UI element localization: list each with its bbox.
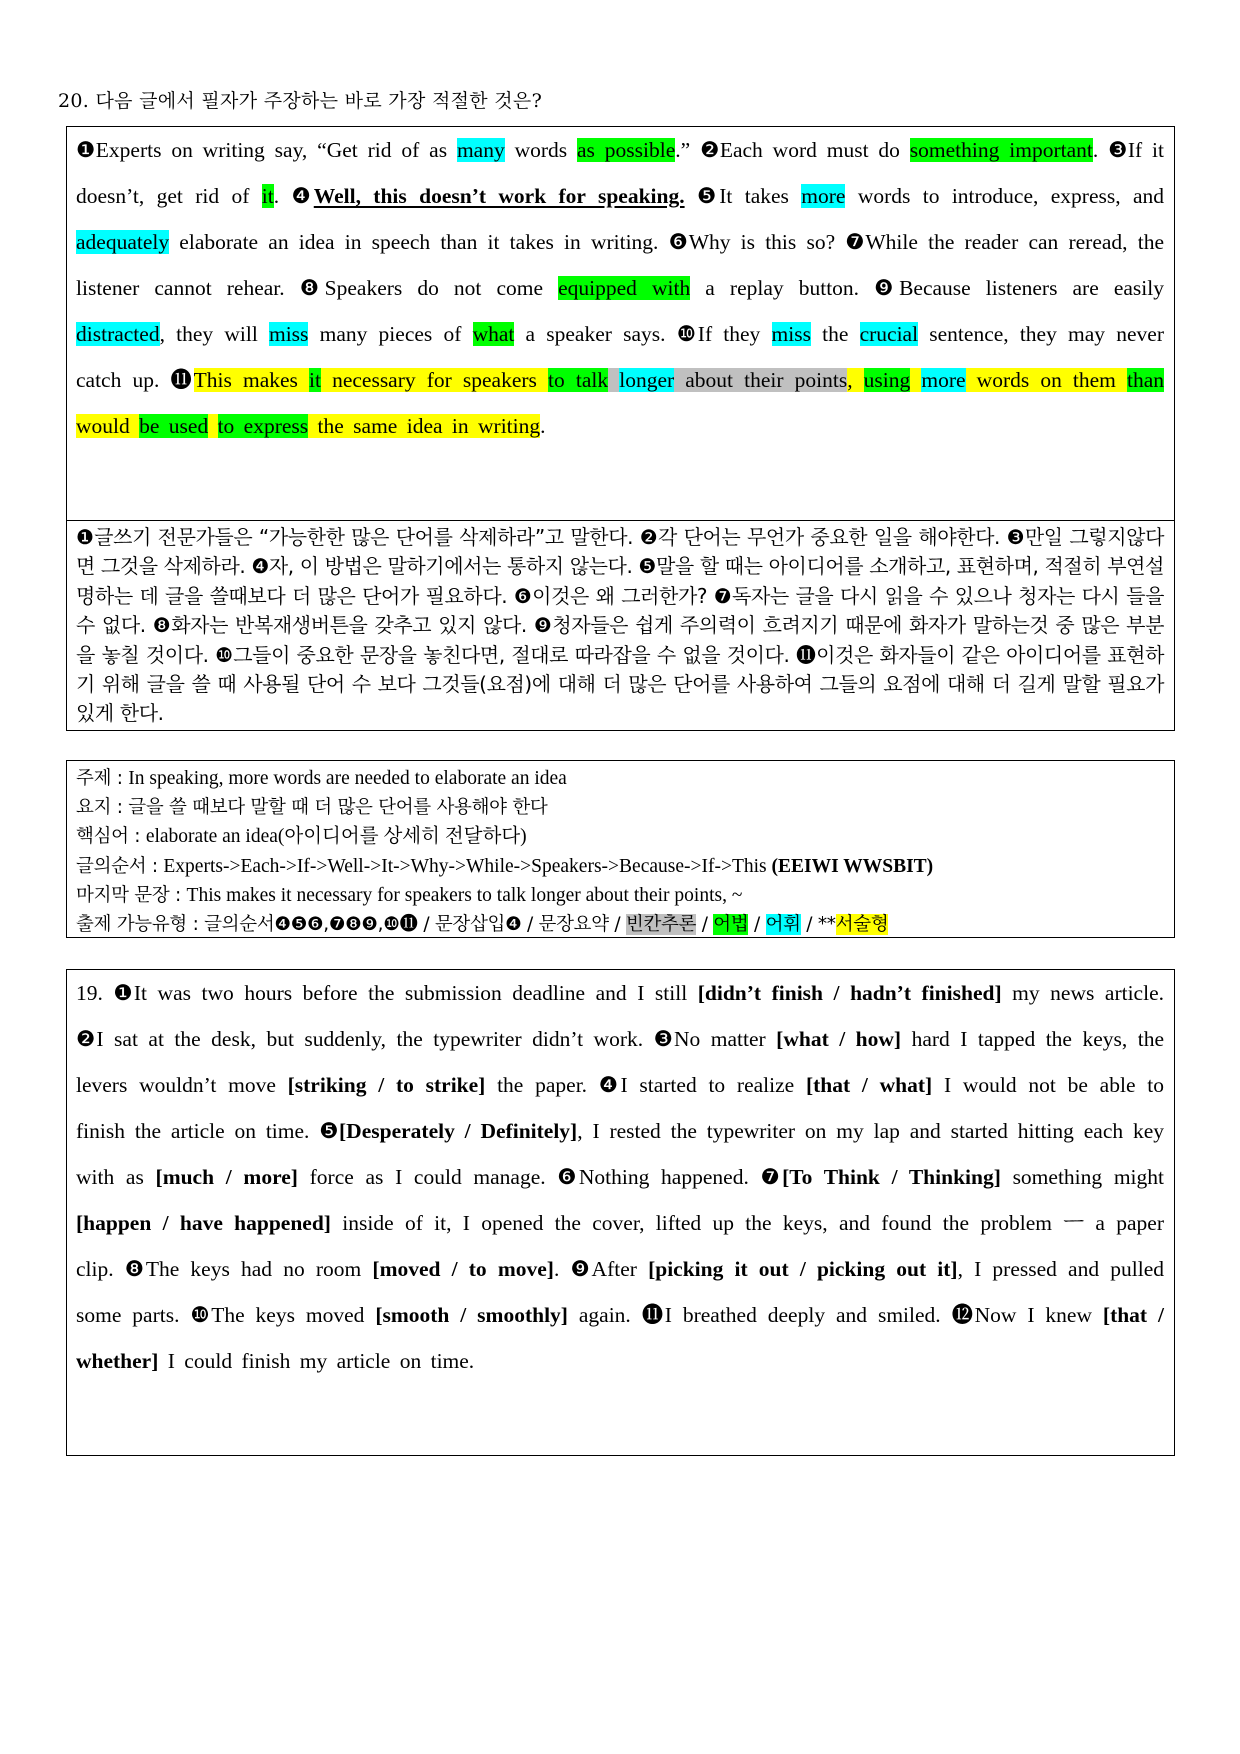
highlighted-text: as possible xyxy=(577,138,676,162)
order-label: 글의순서 : xyxy=(76,855,164,877)
text-segment: / xyxy=(748,914,766,936)
text-segment: .” ❷Each word must do xyxy=(675,138,910,162)
text-segment: ❺It takes xyxy=(684,184,802,208)
question-20-passage-box xyxy=(66,126,1175,521)
text-segment: a replay button. ❾Because listeners are easily xyxy=(690,276,1164,300)
text-segment: my news article. ❷I sat at the desk, but suddenly, the typewriter didn’t work. ❸No matter xyxy=(76,981,1164,1051)
text-segment: sentence, they may never catch up. ⓫ xyxy=(76,322,1164,392)
last-sentence-label: 마지막 문장 : xyxy=(76,884,187,906)
highlighted-text: , xyxy=(847,368,864,392)
gist-value: 글을 쓸 때보다 말할 때 더 많은 단어를 사용해야 한다 xyxy=(128,797,548,819)
highlighted-text: [striking / to strike] xyxy=(287,1073,486,1097)
highlighted-text: [smooth / smoothly] xyxy=(375,1303,568,1327)
highlighted-text: [Desperately / Definitely] xyxy=(339,1119,578,1143)
text-segment: . ❹ xyxy=(273,184,314,208)
highlighted-text: what xyxy=(472,322,515,346)
order-value: Experts->Each->If->Well->It->Why->While->Speakers->Because->If->This xyxy=(163,855,772,877)
keyword-value: elaborate an idea(아이디어를 상세히 전달하다) xyxy=(145,826,527,848)
highlighted-text: necessary for speakers xyxy=(320,368,549,392)
text-segment: , they will xyxy=(159,322,269,346)
text-segment: ❶Experts on writing say, “Get rid of as xyxy=(76,138,457,162)
text-segment: words xyxy=(504,138,578,162)
text-segment: a speaker says. ❿If they xyxy=(514,322,772,346)
question-20-title: 20. 다음 글에서 필자가 주장하는 바로 가장 적절한 것은? xyxy=(58,90,543,112)
highlighted-text: equipped with xyxy=(558,276,691,300)
text-segment: force as I could manage. ❻Nothing happened. ❼ xyxy=(297,1165,783,1189)
highlighted-text: 빈칸추론 xyxy=(625,914,697,936)
highlighted-text: [much / more] xyxy=(155,1165,298,1189)
highlighted-text: more xyxy=(921,368,966,392)
highlighted-text: Well, this doesn’t work for speaking. xyxy=(313,184,685,208)
highlighted-text: to talk xyxy=(548,368,609,392)
summary-keyword xyxy=(76,822,1165,851)
text-segment: something might xyxy=(1000,1165,1165,1189)
summary-last-sentence xyxy=(76,881,1165,910)
text-segment: . xyxy=(540,414,546,438)
text-segment: , I pressed and pulled some parts. ❿The keys moved xyxy=(76,1257,1164,1327)
highlighted-text: adequately xyxy=(76,230,170,254)
question-19-passage xyxy=(76,970,1164,1384)
highlighted-text: 어휘 xyxy=(765,914,801,936)
text-segment: / xyxy=(696,914,714,936)
text-segment: I could finish my article on time. xyxy=(158,1349,475,1373)
summary-topic xyxy=(76,764,1165,793)
highlighted-text: This makes xyxy=(193,368,310,392)
highlighted-text: 서술형 xyxy=(835,914,889,936)
highlighted-text: [happen / have happened] xyxy=(76,1211,331,1235)
highlighted-text: to express xyxy=(217,414,309,438)
question-20-translation-box xyxy=(66,520,1175,731)
highlighted-text: [that / whether] xyxy=(76,1303,1164,1373)
text-segment: , I rested the typewriter on my lap and started hitting each key with as xyxy=(76,1119,1164,1189)
highlighted-text: about their points xyxy=(674,368,848,392)
highlighted-text: longer xyxy=(619,368,675,392)
question-20-translation: ❶글쓰기 전문가들은 “가능한한 많은 단어를 삭제하라”고 말한다. ❷각 단어는 무언가 중요한 일을 해야한다. ❸만일 그렇지않다면 그것을 삭제하라. ❹자, 이 방법은 말하기에서는 통하지 않는다. ❺말을 할 때는 아이디어를 소개하고, 표현하며, 적절히 부연설명하는 데 글을 쓸때보다 더 많은 단어가 필요하다. ❻이것은 왜 그러한가? ❼독자는 글을 다시 읽을 수 있으나 청자는 다시 들을 수 없다. ❽화자는 반복재생버튼을 갖추고 있지 않다. ❾청자들은 쉽게 주의력이 흐려지기 때문에 화자가 말하는것 중 많은 부분을 놓칠 것이다. ❿그들이 중요한 문장을 놓친다면, 절대로 따라잡을 수 없을 것이다. ⓫이것은 화자들이 같은 아이디어를 표현하기 위해 글을 쓸 때 사용될 단어 수 보다 그것들(요점)에 대해 더 많은 단어를 사용하여 그들의 요점에 대해 더 길게 말할 필요가 있게 한다. xyxy=(76,525,1164,726)
highlighted-text: it xyxy=(309,368,321,392)
text-segment: again. ⓫I breathed deeply and smiled. ⓬Now I knew xyxy=(567,1303,1103,1327)
text-segment: inside of it, I opened the cover, lifted up the keys, and found the problem ㅡ a paper clip. ❽The keys had no room xyxy=(76,1211,1164,1281)
question-20-passage xyxy=(76,127,1164,449)
question-19-passage-box xyxy=(66,969,1175,1456)
highlighted-text: [picking it out / picking out it] xyxy=(648,1257,958,1281)
question-20-summary-box xyxy=(66,760,1175,938)
summary-question-types xyxy=(76,910,1165,939)
text-segment: I would not be able to finish the article on time. ❺ xyxy=(76,1073,1164,1143)
text-segment: words to introduce, express, and xyxy=(845,184,1165,208)
highlighted-text xyxy=(910,368,921,392)
highlighted-text: more xyxy=(801,184,846,208)
highlighted-text xyxy=(208,414,217,438)
highlighted-text: [moved / to move] xyxy=(372,1257,554,1281)
highlighted-text: [To Think / Thinking] xyxy=(782,1165,1001,1189)
text-segment: . ❾After xyxy=(553,1257,649,1281)
text-segment: / ** xyxy=(800,914,836,936)
summary-order xyxy=(76,852,1165,881)
highlighted-text: be used xyxy=(139,414,209,438)
highlighted-text: the same idea in writing xyxy=(308,414,541,438)
highlighted-text: [what / how] xyxy=(776,1027,902,1051)
text-segment: many pieces of xyxy=(308,322,473,346)
highlighted-text: miss xyxy=(771,322,811,346)
keyword-label: 핵심어 : xyxy=(76,826,146,848)
text-segment: 19. ❶It was two hours before the submission deadline and I still xyxy=(76,981,698,1005)
text-segment: . ❸If it doesn’t, get rid of xyxy=(76,138,1164,208)
highlighted-text: words on them xyxy=(965,368,1128,392)
highlighted-text xyxy=(608,368,619,392)
highlighted-text: [that / what] xyxy=(805,1073,933,1097)
highlighted-text: distracted xyxy=(76,322,160,346)
question-types-label: 출제 가능유형 : xyxy=(76,914,205,936)
gist-label: 요지 : xyxy=(76,797,129,819)
topic-value: In speaking, more words are needed to elaborate an idea xyxy=(128,768,567,789)
topic-label: 주제 : xyxy=(76,768,129,789)
order-code: (EEIWI WWSBIT) xyxy=(771,855,934,877)
highlighted-text: crucial xyxy=(859,322,919,346)
highlighted-text: it xyxy=(261,184,274,208)
highlighted-text: would xyxy=(76,414,140,438)
highlighted-text: 어법 xyxy=(713,914,749,936)
highlighted-text: many xyxy=(456,138,505,162)
highlighted-text: [didn’t finish / hadn’t finished] xyxy=(697,981,1002,1005)
text-segment: 글의순서❹❺❻,❼❽❾,❿⓫ / 문장삽입❹ / 문장요약 / xyxy=(204,914,626,936)
question-types-value xyxy=(204,914,888,935)
text-segment: the xyxy=(810,322,860,346)
text-segment: hard I tapped the keys, the levers wouldn’t move xyxy=(76,1027,1164,1097)
highlighted-text: something important xyxy=(909,138,1093,162)
last-sentence-value: This makes it necessary for speakers to talk longer about their points, ~ xyxy=(186,884,743,906)
summary-gist xyxy=(76,793,1165,822)
highlighted-text: miss xyxy=(268,322,309,346)
highlighted-text: using xyxy=(863,368,911,392)
text-segment: elaborate an idea in speech than it takes in writing. ❻Why is this so? ❼While the reader can reread, the listener cannot rehear. ❽Speakers do not come xyxy=(76,230,1164,300)
text-segment: the paper. ❹I started to realize xyxy=(485,1073,806,1097)
highlighted-text: than xyxy=(1127,368,1165,392)
